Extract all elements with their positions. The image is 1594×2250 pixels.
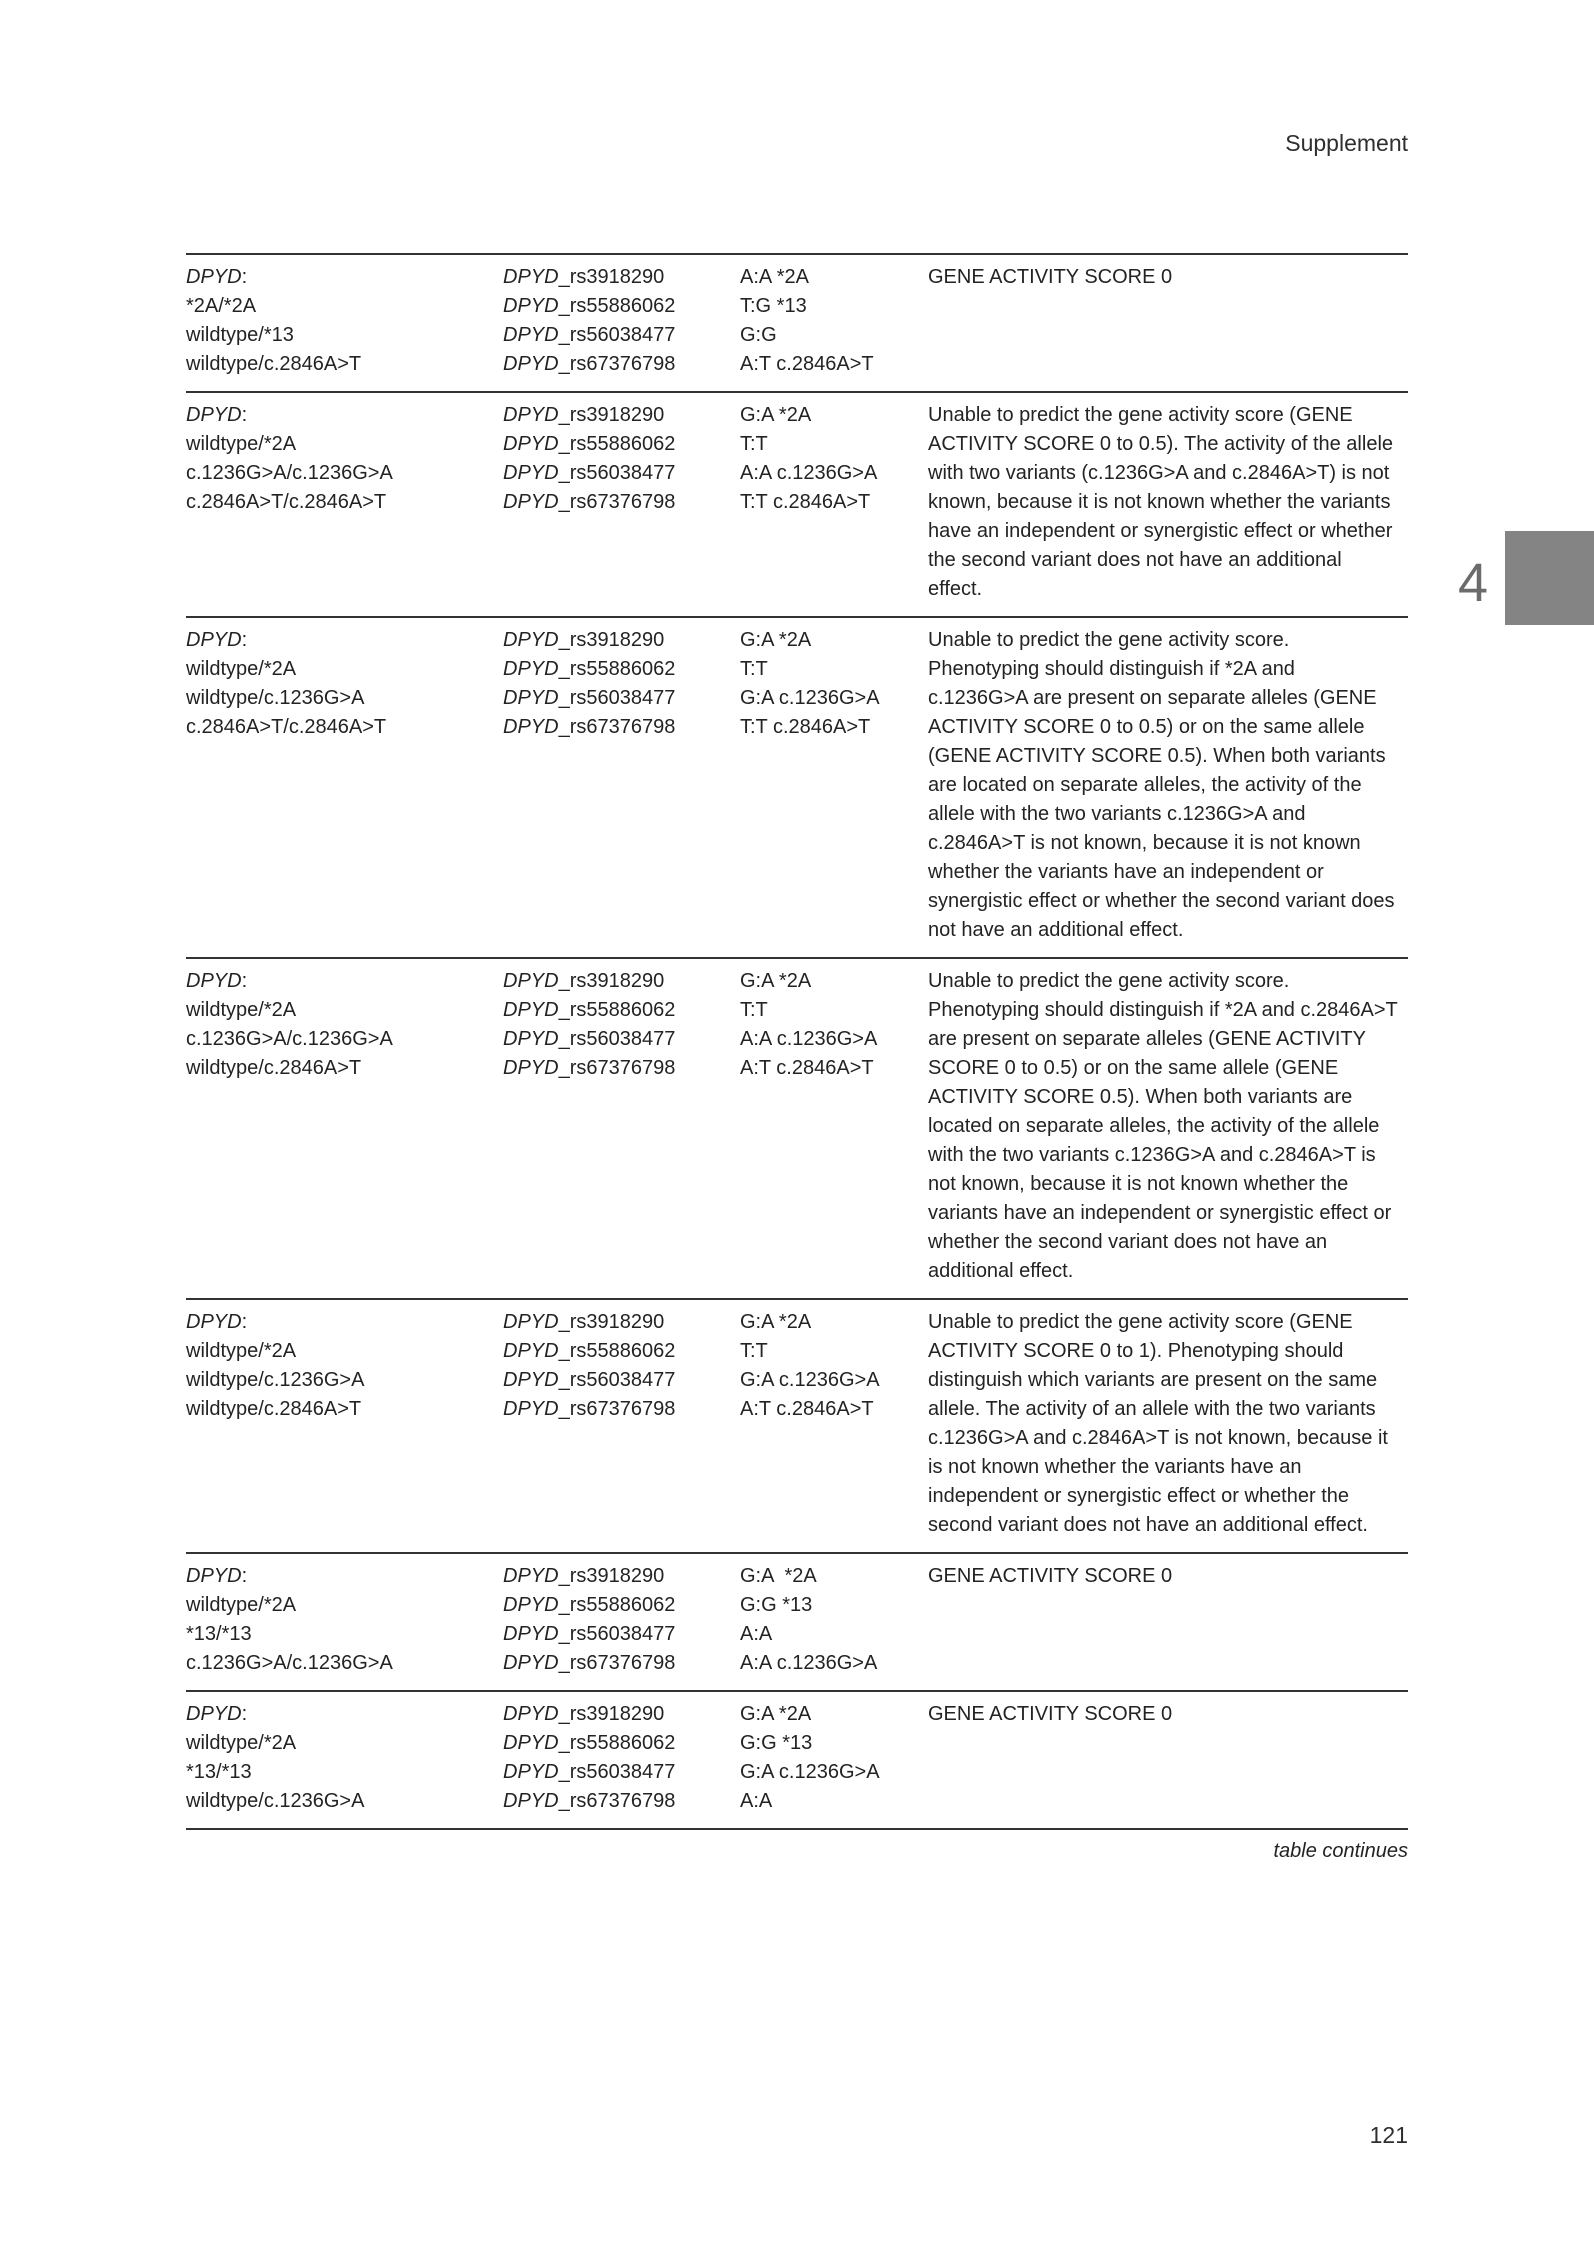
snp-id-line: DPYD_rs56038477 [503, 1761, 676, 1783]
genotype-line: wildtype/*2A [186, 999, 297, 1021]
allele-line: A:T c.2846A>T [740, 1057, 874, 1079]
snp-id-cell [503, 1299, 740, 1553]
allele-line: A:A [740, 1790, 773, 1812]
gene-symbol: DPYD [503, 1369, 559, 1391]
allele-line: G:A c.1236G>A [740, 687, 880, 709]
allele-line: A:T c.2846A>T [740, 353, 874, 375]
genotype-line: DPYD: [186, 1565, 248, 1587]
snp-id-line: DPYD_rs56038477 [503, 1028, 676, 1050]
gene-symbol: DPYD [186, 266, 242, 288]
gene-symbol: DPYD [503, 1028, 559, 1050]
allele-line: G:A c.1236G>A [740, 1369, 880, 1391]
gene-symbol: DPYD [503, 404, 559, 426]
interpretation-cell [928, 958, 1408, 1299]
interpretation-text: GENE ACTIVITY SCORE 0 [928, 266, 1173, 288]
interpretation-cell [928, 1299, 1408, 1553]
gene-symbol: DPYD [503, 1057, 559, 1079]
allele-line: T:T c.2846A>T [740, 491, 871, 513]
genotype-line: wildtype/c.2846A>T [186, 1057, 362, 1079]
genotype-cell [186, 254, 503, 392]
snp-id-line: DPYD_rs55886062 [503, 433, 676, 455]
table-continues-note: table continues [1273, 1840, 1408, 1862]
page-content [186, 253, 1408, 1863]
gene-symbol: DPYD [503, 324, 559, 346]
section-number: 4 [1457, 553, 1488, 613]
allele-line: G:A *2A [740, 1703, 812, 1725]
gene-symbol: DPYD [503, 491, 559, 513]
gene-symbol: DPYD [503, 1652, 559, 1674]
gene-symbol: DPYD [503, 1340, 559, 1362]
snp-id-line: DPYD_rs56038477 [503, 462, 676, 484]
genotype-line: DPYD: [186, 1703, 248, 1725]
genotype-line: wildtype/*2A [186, 1594, 297, 1616]
gene-symbol: DPYD [186, 1565, 242, 1587]
genotype-line: wildtype/*13 [186, 324, 294, 346]
gene-symbol: DPYD [503, 266, 559, 288]
genotype-line: *13/*13 [186, 1623, 252, 1645]
interpretation-text: Unable to predict the gene activity score (GENE ACTIVITY SCORE 0 to 1). Phenotyping should distinguish which variants are present on the same allele. The activity of an allele with the two variants c.1236G>A and c.2846A>T is not known, because it is not known whether the variants have an independent or synergistic effect or whether the second variant does not have an additional effect. [928, 1311, 1388, 1536]
allele-line: A:A c.1236G>A [740, 1652, 878, 1674]
snp-id-line: DPYD_rs56038477 [503, 687, 676, 709]
table-row [186, 1691, 1408, 1829]
snp-id-line: DPYD_rs3918290 [503, 970, 665, 992]
gene-symbol: DPYD [503, 970, 559, 992]
genotype-cell [186, 617, 503, 958]
allele-line: T:T [740, 433, 768, 455]
alleles-cell [740, 392, 928, 617]
interpretation-cell [928, 617, 1408, 958]
genotype-line: wildtype/*2A [186, 1340, 297, 1362]
gene-symbol: DPYD [503, 1761, 559, 1783]
gene-symbol: DPYD [186, 970, 242, 992]
allele-line: G:A *2A [740, 970, 812, 992]
allele-line: A:T c.2846A>T [740, 1398, 874, 1420]
genotype-cell [186, 392, 503, 617]
snp-id-line: DPYD_rs55886062 [503, 1340, 676, 1362]
snp-id-line: DPYD_rs67376798 [503, 716, 676, 738]
gene-symbol: DPYD [503, 716, 559, 738]
genotype-line: wildtype/c.1236G>A [186, 1790, 365, 1812]
genotype-line: DPYD: [186, 1311, 248, 1333]
snp-id-cell [503, 392, 740, 617]
interpretation-cell [928, 254, 1408, 392]
snp-id-line: DPYD_rs55886062 [503, 295, 676, 317]
genotype-cell [186, 1299, 503, 1553]
gene-symbol: DPYD [186, 1311, 242, 1333]
interpretation-text: Unable to predict the gene activity score. Phenotyping should distinguish if *2A and c.1236G>A are present on separate alleles (GENE ACTIVITY SCORE 0 to 0.5) or on the same allele (GENE ACTIVITY SCORE 0.5). When both variants are located on separate alleles, the activity of the allele with the two variants c.1236G>A and c.2846A>T is not known, because it is not known whether the variants have an independent or synergistic effect or whether the second variant does not have an additional effect. [928, 629, 1395, 941]
genotype-line: wildtype/c.1236G>A [186, 687, 365, 709]
genotype-line: wildtype/c.1236G>A [186, 1369, 365, 1391]
snp-id-line: DPYD_rs56038477 [503, 1623, 676, 1645]
alleles-cell [740, 1299, 928, 1553]
genotype-line: wildtype/*2A [186, 1732, 297, 1754]
genotype-line: c.1236G>A/c.1236G>A [186, 1028, 393, 1050]
genotype-line: c.1236G>A/c.1236G>A [186, 462, 393, 484]
genotype-line: wildtype/c.2846A>T [186, 353, 362, 375]
snp-id-cell [503, 1553, 740, 1691]
allele-line: A:A c.1236G>A [740, 462, 878, 484]
allele-line: G:A c.1236G>A [740, 1761, 880, 1783]
genotype-line: wildtype/*2A [186, 433, 297, 455]
snp-id-line: DPYD_rs3918290 [503, 1311, 665, 1333]
interpretation-text: Unable to predict the gene activity score (GENE ACTIVITY SCORE 0 to 0.5). The activity of the allele with two variants (c.1236G>A and c.2846A>T) is not known, because it is not known whether the variants have an independent or synergistic effect or whether the second variant does not have an additional effect. [928, 404, 1394, 600]
gene-symbol: DPYD [503, 353, 559, 375]
genotype-cell [186, 958, 503, 1299]
alleles-cell [740, 254, 928, 392]
snp-id-line: DPYD_rs67376798 [503, 491, 676, 513]
genotype-line: c.1236G>A/c.1236G>A [186, 1652, 393, 1674]
allele-line: T:T [740, 999, 768, 1021]
table-row [186, 958, 1408, 1299]
genotype-line: wildtype/*2A [186, 658, 297, 680]
alleles-cell [740, 958, 928, 1299]
snp-id-line: DPYD_rs3918290 [503, 629, 665, 651]
gene-symbol: DPYD [503, 1398, 559, 1420]
interpretation-cell [928, 1691, 1408, 1829]
allele-line: T:T [740, 1340, 768, 1362]
allele-line: T:T [740, 658, 768, 680]
page-number: 121 [1369, 2122, 1408, 2148]
snp-id-line: DPYD_rs67376798 [503, 1057, 676, 1079]
snp-id-line: DPYD_rs55886062 [503, 1732, 676, 1754]
gene-symbol: DPYD [503, 1732, 559, 1754]
gene-symbol: DPYD [503, 687, 559, 709]
gene-symbol: DPYD [503, 1790, 559, 1812]
gene-symbol: DPYD [503, 1311, 559, 1333]
genotype-line: wildtype/c.2846A>T [186, 1398, 362, 1420]
section-tab-block [1505, 531, 1594, 625]
snp-id-line: DPYD_rs3918290 [503, 1703, 665, 1725]
snp-id-line: DPYD_rs3918290 [503, 404, 665, 426]
gene-symbol: DPYD [503, 1565, 559, 1587]
allele-line: G:A *2A [740, 1311, 812, 1333]
snp-id-cell [503, 958, 740, 1299]
interpretation-text: GENE ACTIVITY SCORE 0 [928, 1703, 1173, 1725]
gene-symbol: DPYD [503, 295, 559, 317]
snp-id-line: DPYD_rs55886062 [503, 1594, 676, 1616]
snp-id-cell [503, 1691, 740, 1829]
genotype-table-body [186, 254, 1408, 1829]
table-row [186, 1299, 1408, 1553]
alleles-cell [740, 1553, 928, 1691]
alleles-cell [740, 617, 928, 958]
gene-symbol: DPYD [503, 1594, 559, 1616]
interpretation-cell [928, 1553, 1408, 1691]
genotype-line: DPYD: [186, 404, 248, 426]
snp-id-cell [503, 617, 740, 958]
allele-line: T:G *13 [740, 295, 807, 317]
genotype-cell [186, 1691, 503, 1829]
genotype-line: *13/*13 [186, 1761, 252, 1783]
allele-line: T:T c.2846A>T [740, 716, 871, 738]
snp-id-line: DPYD_rs56038477 [503, 1369, 676, 1391]
table-row [186, 254, 1408, 392]
snp-id-line: DPYD_rs55886062 [503, 658, 676, 680]
genotype-cell [186, 1553, 503, 1691]
snp-id-line: DPYD_rs56038477 [503, 324, 676, 346]
snp-id-line: DPYD_rs55886062 [503, 999, 676, 1021]
snp-id-line: DPYD_rs67376798 [503, 353, 676, 375]
gene-symbol: DPYD [503, 629, 559, 651]
alleles-cell [740, 1691, 928, 1829]
page-header: Supplement [1285, 130, 1408, 156]
gene-symbol: DPYD [186, 1703, 242, 1725]
allele-line: G:G *13 [740, 1594, 813, 1616]
genotype-line: DPYD: [186, 629, 248, 651]
snp-id-line: DPYD_rs67376798 [503, 1652, 676, 1674]
allele-line: A:A [740, 1623, 773, 1645]
gene-symbol: DPYD [503, 462, 559, 484]
interpretation-text: Unable to predict the gene activity score. Phenotyping should distinguish if *2A and c.2846A>T are present on separate alleles (GENE ACTIVITY SCORE 0 to 0.5) or on the same allele (GENE ACTIVITY SCORE 0.5). When both variants are located on separate alleles, the activity of the allele with the two variants c.1236G>A and c.2846A>T is not known, because it is not known whether the variants have an independent or synergistic effect or whether the second variant does not have an additional effect. [928, 970, 1398, 1282]
allele-line: G:A *2A [740, 1565, 817, 1587]
genotype-line: c.2846A>T/c.2846A>T [186, 716, 387, 738]
allele-line: A:A c.1236G>A [740, 1028, 878, 1050]
genotype-line: DPYD: [186, 970, 248, 992]
snp-id-line: DPYD_rs3918290 [503, 1565, 665, 1587]
gene-symbol: DPYD [503, 1623, 559, 1645]
allele-line: G:G *13 [740, 1732, 813, 1754]
allele-line: G:A *2A [740, 404, 812, 426]
allele-line: A:A *2A [740, 266, 809, 288]
genotype-line: c.2846A>T/c.2846A>T [186, 491, 387, 513]
gene-symbol: DPYD [186, 629, 242, 651]
table-row [186, 617, 1408, 958]
snp-id-line: DPYD_rs67376798 [503, 1790, 676, 1812]
gene-symbol: DPYD [503, 658, 559, 680]
gene-symbol: DPYD [503, 999, 559, 1021]
gene-symbol: DPYD [503, 1703, 559, 1725]
snp-id-cell [503, 254, 740, 392]
genotype-line: DPYD: [186, 266, 248, 288]
genotype-line: *2A/*2A [186, 295, 257, 317]
table-row [186, 392, 1408, 617]
interpretation-cell [928, 392, 1408, 617]
allele-line: G:A *2A [740, 629, 812, 651]
genotype-table [186, 253, 1408, 1830]
allele-line: G:G [740, 324, 777, 346]
gene-symbol: DPYD [503, 433, 559, 455]
table-row [186, 1553, 1408, 1691]
snp-id-line: DPYD_rs3918290 [503, 266, 665, 288]
gene-symbol: DPYD [186, 404, 242, 426]
snp-id-line: DPYD_rs67376798 [503, 1398, 676, 1420]
interpretation-text: GENE ACTIVITY SCORE 0 [928, 1565, 1173, 1587]
